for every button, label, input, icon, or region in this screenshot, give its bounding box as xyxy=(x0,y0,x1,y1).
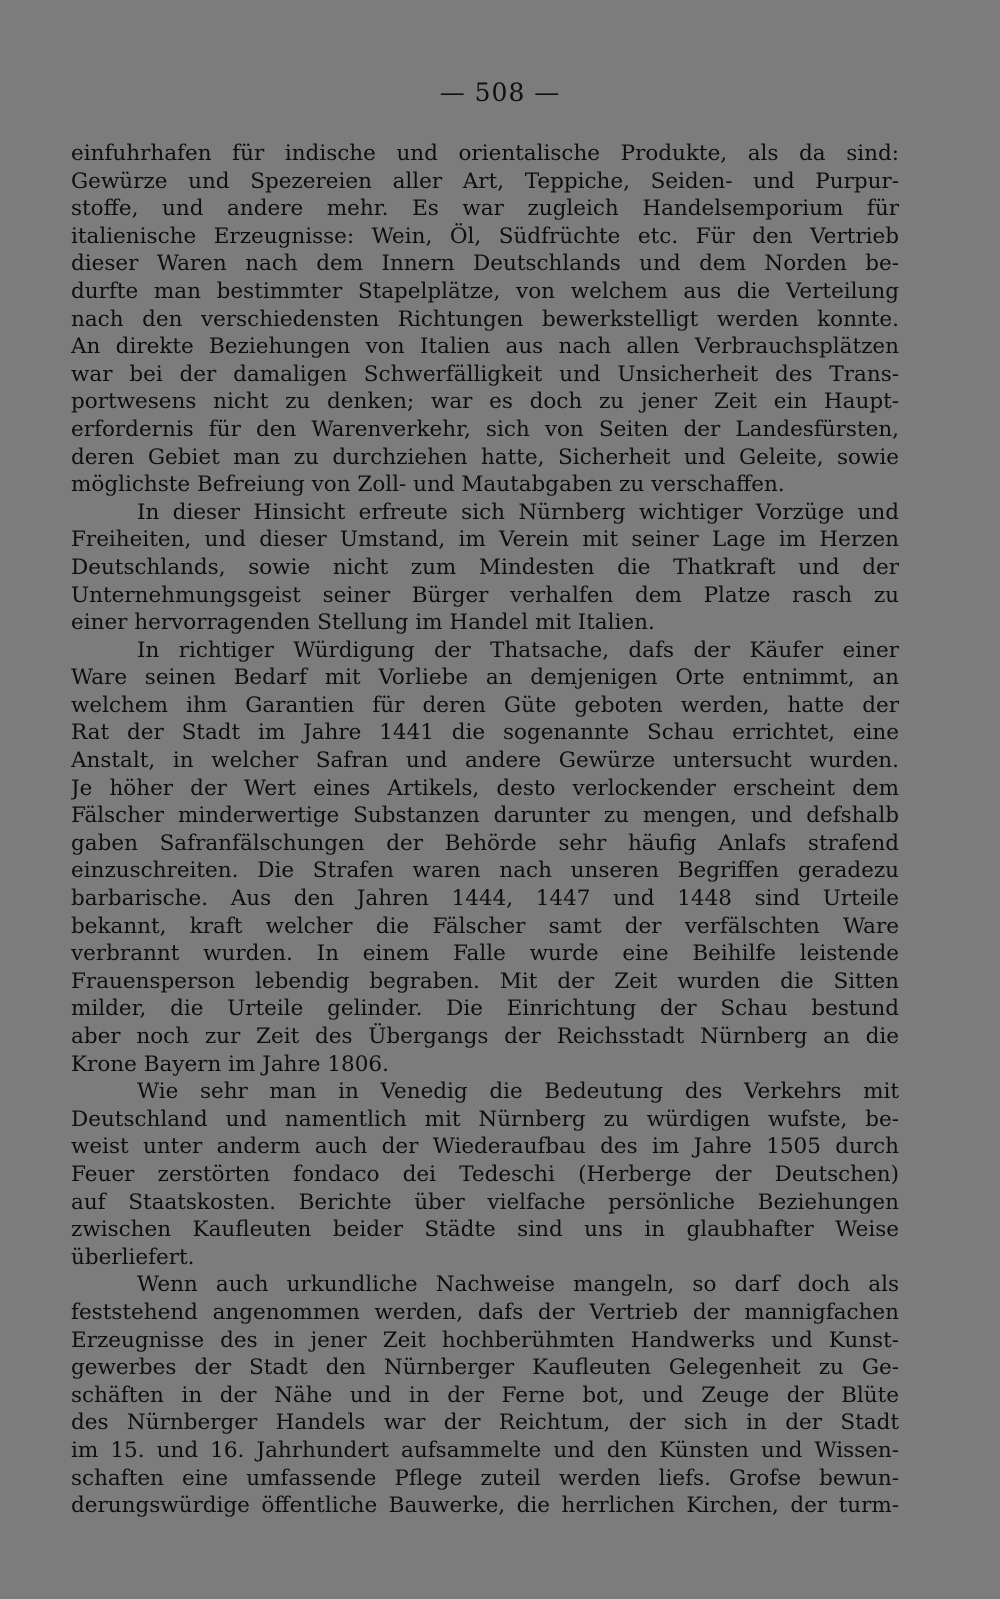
text-line: Wie sehr man in Venedig die Bedeutung des Verkehrs mit xyxy=(137,1079,899,1105)
text-line: Deutschlands, sowie nicht zum Mindesten die Thatkraft und der xyxy=(71,554,899,580)
text-line: einer hervorragenden Stellung im Handel mit Italien. xyxy=(71,610,655,636)
text-line: des Nürnberger Handels war der Reichtum, der sich in der Stadt xyxy=(71,1410,899,1436)
text-line: erfordernis für den Warenverkehr, sich von Seiten der Landesfürsten, xyxy=(71,416,899,442)
text-line: Feuer zerstörten fondaco dei Tedeschi (Herberge der Deutschen) xyxy=(71,1161,899,1187)
text-line: Anstalt, in welcher Safran und andere Gewürze untersucht wurden. xyxy=(71,748,899,774)
paragraph xyxy=(71,499,899,637)
paragraph xyxy=(71,1271,899,1519)
text-line: Wenn auch urkundliche Nachweise mangeln, so darf doch als xyxy=(137,1272,899,1298)
text-line: schäften in der Nähe und in der Ferne bot, und Zeuge der Blüte xyxy=(71,1382,899,1408)
text-line: In dieser Hinsicht erfreute sich Nürnberg wichtiger Vorzüge und xyxy=(137,499,899,525)
text-line: Freiheiten, und dieser Umstand, im Verein mit seiner Lage im Herzen xyxy=(71,527,899,553)
text-line: Je höher der Wert eines Artikels, desto verlockender erscheint dem xyxy=(71,775,899,801)
text-line: überliefert. xyxy=(71,1244,195,1270)
text-line: war bei der damaligen Schwerfälligkeit und Unsicherheit des Trans- xyxy=(71,361,899,387)
text-line: welchem ihm Garantien für deren Güte geboten werden, hatte der xyxy=(71,692,899,718)
text-line: milder, die Urteile gelinder. Die Einrichtung der Schau bestund xyxy=(71,996,899,1022)
text-line: barbarische. Aus den Jahren 1444, 1447 und 1448 sind Urteile xyxy=(71,886,899,912)
text-line: portwesens nicht zu denken; war es doch zu jener Zeit ein Haupt- xyxy=(71,389,899,415)
text-line: einzuschreiten. Die Strafen waren nach unseren Begriffen geradezu xyxy=(71,858,899,884)
text-line: Ware seinen Bedarf mit Vorliebe an demjenigen Orte entnimmt, an xyxy=(71,665,899,691)
text-line: gaben Safranfälschungen der Behörde sehr häufig Anlafs strafend xyxy=(71,830,899,856)
body-text xyxy=(71,140,899,1520)
paragraph xyxy=(71,637,899,1079)
text-line: derungswürdige öffentliche Bauwerke, die herrlichen Kirchen, der turm- xyxy=(71,1493,899,1519)
text-line: schaften eine umfassende Pflege zuteil werden liefs. Grofse bewun- xyxy=(71,1465,899,1491)
page-number: — 508 — xyxy=(439,78,561,107)
text-line: durfte man bestimmter Stapelplätze, von welchem aus die Verteilung xyxy=(71,278,899,304)
text-line: Gewürze und Spezereien aller Art, Teppiche, Seiden- und Purpur- xyxy=(71,168,899,194)
text-line: An direkte Beziehungen von Italien aus nach allen Verbrauchsplätzen xyxy=(71,334,899,360)
text-line: nach den verschiedensten Richtungen bewerkstelligt werden konnte. xyxy=(71,306,899,332)
text-line: aber noch zur Zeit des Übergangs der Reichsstadt Nürnberg an die xyxy=(71,1024,899,1049)
text-line: bekannt, kraft welcher die Fälscher samt der verfälschten Ware xyxy=(71,913,899,939)
paragraph xyxy=(71,140,899,499)
text-line: dieser Waren nach dem Innern Deutschlands und dem Norden be- xyxy=(71,251,899,277)
text-line: im 15. und 16. Jahrhundert aufsammelte und den Künsten und Wissen- xyxy=(71,1437,899,1463)
text-line: Rat der Stadt im Jahre 1441 die sogenannte Schau errichtet, eine xyxy=(71,720,899,746)
paragraph xyxy=(71,1078,899,1271)
text-line: weist unter anderm auch der Wiederaufbau des im Jahre 1505 durch xyxy=(71,1134,899,1160)
text-line: italienische Erzeugnisse: Wein, Öl, Südfrüchte etc. Für den Vertrieb xyxy=(71,223,899,249)
text-line: gewerbes der Stadt den Nürnberger Kaufleuten Gelegenheit zu Ge- xyxy=(71,1355,899,1381)
text-line: Fälscher minderwertige Substanzen darunter zu mengen, und defshalb xyxy=(71,803,899,829)
text-line: verbrannt wurden. In einem Falle wurde eine Beihilfe leistende xyxy=(71,941,899,967)
text-line: deren Gebiet man zu durchziehen hatte, Sicherheit und Geleite, sowie xyxy=(71,444,899,470)
text-line: Frauensperson lebendig begraben. Mit der Zeit wurden die Sitten xyxy=(71,968,899,994)
text-line: Deutschland und namentlich mit Nürnberg zu würdigen wufste, be- xyxy=(71,1106,899,1132)
text-line: Erzeugnisse des in jener Zeit hochberühmten Handwerks und Kunst- xyxy=(71,1327,899,1353)
text-line: möglichste Befreiung von Zoll- und Mautabgaben zu verschaffen. xyxy=(71,472,785,498)
text-line: stoffe, und andere mehr. Es war zugleich Handelsemporium für xyxy=(71,196,899,222)
text-line: auf Staatskosten. Berichte über vielfache persönliche Beziehungen xyxy=(71,1189,899,1215)
text-line: Unternehmungsgeist seiner Bürger verhalfen dem Platze rasch zu xyxy=(71,582,899,608)
text-line: einfuhrhafen für indische und orientalische Produkte, als da sind: xyxy=(71,141,899,166)
text-line: In richtiger Würdigung der Thatsache, dafs der Käufer einer xyxy=(137,637,899,663)
text-line: feststehend angenommen werden, dafs der Vertrieb der mannigfachen xyxy=(71,1299,899,1325)
text-line: Krone Bayern im Jahre 1806. xyxy=(71,1051,389,1077)
text-line: zwischen Kaufleuten beider Städte sind uns in glaubhafter Weise xyxy=(71,1217,899,1243)
